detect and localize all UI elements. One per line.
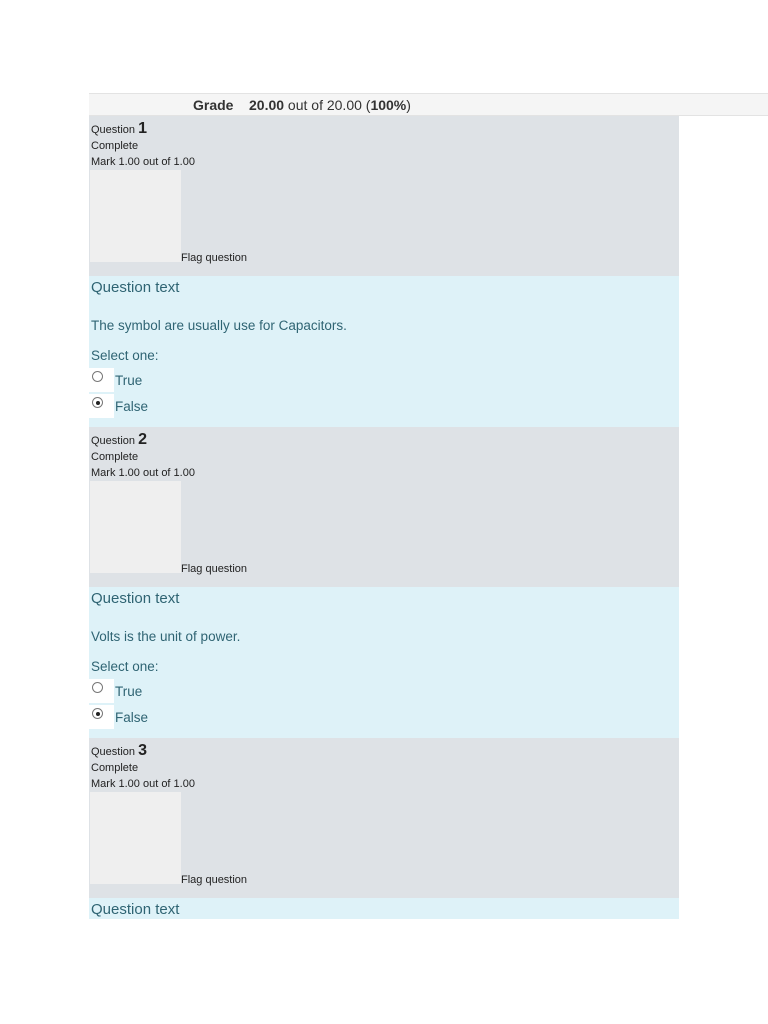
question-number: Question 2 [91,431,147,448]
question-text: Volts is the unit of power. [91,629,241,644]
option-label: True [115,684,143,699]
question-text: The symbol are usually use for Capacitors. [91,318,347,333]
option-label: True [115,373,143,388]
question-1-content [89,276,679,427]
select-one-prompt: Select one: [91,659,159,674]
question-state: Complete [91,140,139,152]
flag-icon[interactable] [90,792,181,884]
grade-value: 20.00 out of 20.00 (100%) [249,97,411,113]
answer-option-false[interactable] [89,394,149,418]
radio-button-checked[interactable] [92,397,103,408]
question-text-heading: Question text [91,901,180,918]
question-mark: Mark 1.00 out of 1.00 [91,156,195,168]
radio-button[interactable] [92,682,103,693]
question-number: Question 1 [91,120,147,137]
flag-question-link[interactable]: Flag question [181,874,248,886]
question-state: Complete [91,451,139,463]
question-text-heading: Question text [91,279,180,296]
radio-button-checked[interactable] [92,708,103,719]
question-3-info [89,738,679,898]
option-label: False [115,710,149,725]
question-mark: Mark 1.00 out of 1.00 [91,778,195,790]
option-label: False [115,399,149,414]
grade-label: Grade [193,97,234,113]
flag-icon[interactable] [90,481,181,573]
flag-question-link[interactable]: Flag question [181,563,248,575]
flag-question-link[interactable]: Flag question [181,252,248,264]
question-1-info [89,116,679,276]
question-2-info [89,427,679,587]
question-mark: Mark 1.00 out of 1.00 [91,467,195,479]
answer-option-true[interactable] [89,368,143,392]
question-state: Complete [91,762,139,774]
radio-button[interactable] [92,371,103,382]
flag-icon[interactable] [90,170,181,262]
question-text-heading: Question text [91,590,180,607]
grade-summary-row [89,93,768,116]
answer-option-true[interactable] [89,679,143,703]
question-3-content [89,898,679,919]
question-2-content [89,587,679,738]
question-number: Question 3 [91,742,147,759]
answer-option-false[interactable] [89,705,149,729]
select-one-prompt: Select one: [91,348,159,363]
